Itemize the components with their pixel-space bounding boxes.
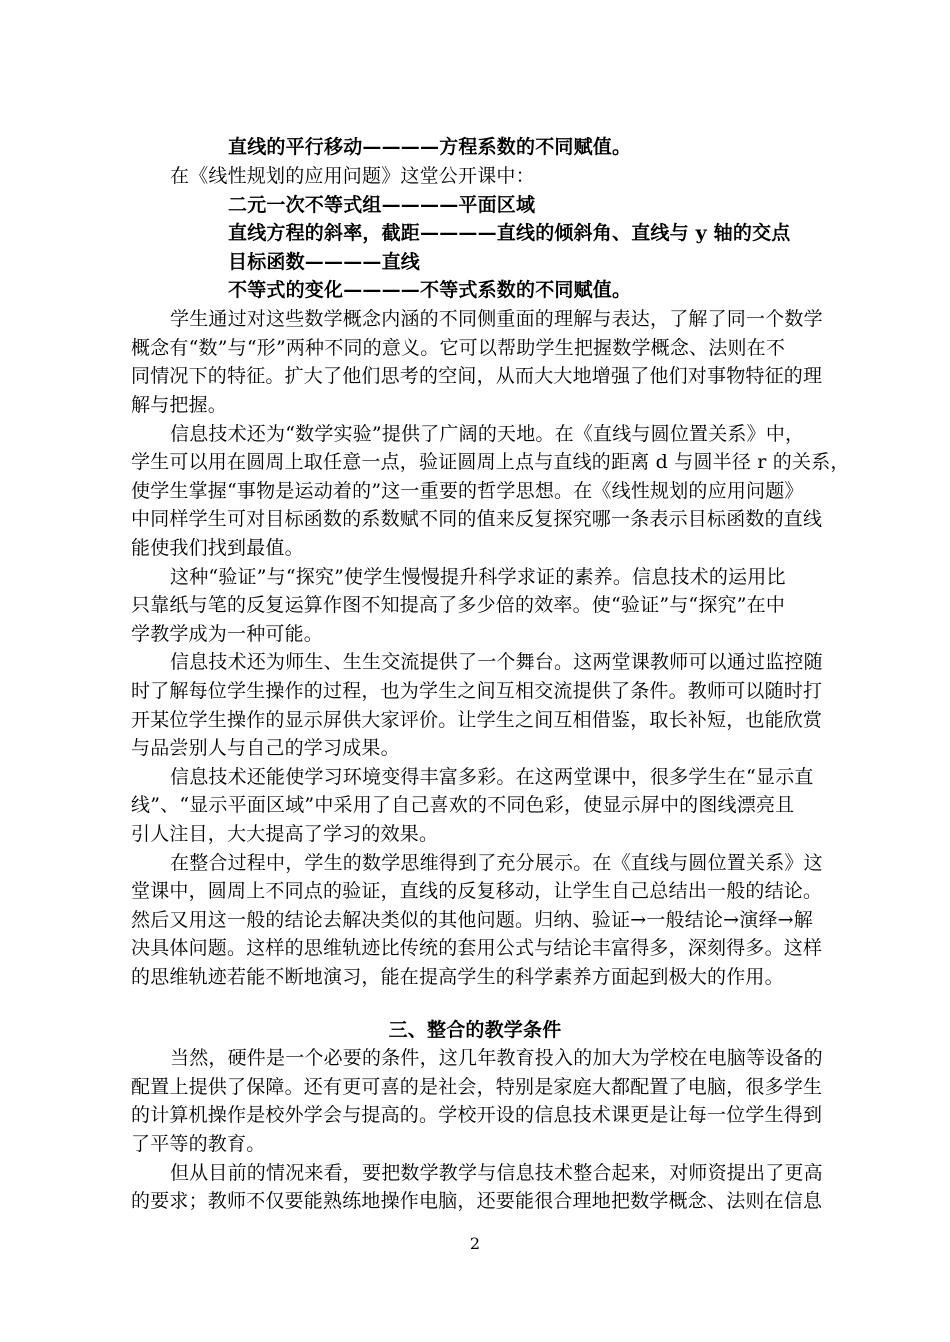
text-line: 在整合过程中，学生的数学思维得到了充分展示。在《直线与圆位置关系》这 (170, 852, 823, 874)
text-line: 直线方程的斜率，截距————直线的倾斜角、直线与 y 轴的交点 (228, 222, 791, 244)
text-line: 当然，硬件是一个必要的条件，这几年教育投入的加大为学校在电脑等设备的 (170, 1047, 823, 1069)
text-line: 的思维轨迹若能不断地演习，能在提高学生的科学素养方面起到极大的作用。 (131, 966, 784, 988)
text-line: 信息技术还为“数学实验”提供了广阔的天地。在《直线与圆位置关系》中， (170, 423, 805, 445)
text-line: 但从目前的情况来看，要把数学教学与信息技术整合起来，对师资提出了更高 (170, 1162, 823, 1184)
text-line: 直线的平行移动————方程系数的不同赋值。 (228, 136, 632, 158)
text-line: 使学生掌握“事物是运动着的”这一重要的哲学思想。在《线性规划的应用问题》 (131, 480, 804, 502)
text-line: 解与把握。 (131, 394, 228, 416)
text-line: 了平等的教育。 (131, 1133, 266, 1155)
text-line: 堂课中，圆周上不同点的验证，直线的反复移动，让学生自己总结出一般的结论。 (131, 880, 823, 902)
text-line: 配置上提供了保障。还有更可喜的是社会，特别是家庭大都配置了电脑，很多学生 (131, 1076, 823, 1098)
text-line: 引人注目，大大提高了学习的效果。 (131, 823, 439, 845)
text-line: 信息技术还能使学习环境变得丰富多彩。在这两堂课中，很多学生在“显示直 (170, 766, 814, 788)
text-line: 只靠纸与笔的反复运算作图不知提高了多少倍的效率。使“验证”与“探究”在中 (131, 594, 786, 616)
text-line: 在《线性规划的应用问题》这堂公开课中： (170, 165, 535, 187)
text-line: 信息技术还为师生、生生交流提供了一个舞台。这两堂课教师可以通过监控随 (170, 651, 823, 673)
text-line: 中同样学生可对目标函数的系数赋不同的值来反复探究哪一条表示目标函数的直线 (131, 508, 823, 530)
text-line: 学生可以用在圆周上取任意一点，验证圆周上点与直线的距离 d 与圆半径 r 的关系， (131, 451, 850, 473)
section-heading: 三、整合的教学条件 (388, 1019, 562, 1041)
text-line: 能使我们找到最值。 (131, 537, 304, 559)
text-line: 同情况下的特征。扩大了他们思考的空间，从而大大地增强了他们对事物特征的理 (131, 365, 823, 387)
text-line: 不等式的变化————不等式系数的不同赋值。 (228, 279, 632, 301)
text-line: 二元一次不等式组————平面区域 (228, 194, 536, 216)
page-number: 2 (469, 1234, 481, 1253)
text-line: 的要求；教师不仅要能熟练地操作电脑，还要能很合理地把数学概念、法则在信息 (131, 1190, 823, 1212)
text-line: 学教学成为一种可能。 (131, 623, 324, 645)
text-line: 时了解每位学生操作的过程，也为学生之间互相交流提供了条件。教师可以随时打 (131, 680, 823, 702)
text-line: 决具体问题。这样的思维轨迹比传统的套用公式与结论丰富得多，深刻得多。这样 (131, 937, 823, 959)
text-line: 开某位学生操作的显示屏供大家评价。让学生之间互相借鉴，取长补短，也能欣赏 (131, 709, 823, 731)
text-line: 的计算机操作是校外学会与提高的。学校开设的信息技术课更是让每一位学生得到 (131, 1104, 823, 1126)
text-line: 然后又用这一般的结论去解决类似的其他问题。归纳、验证→一般结论→演绎→解 (131, 909, 813, 931)
text-line: 与品尝别人与自己的学习成果。 (131, 737, 400, 759)
text-line: 这种“验证”与“探究”使学生慢慢提升科学求证的素养。信息技术的运用比 (170, 566, 786, 588)
text-line: 学生通过对这些数学概念内涵的不同侧重面的理解与表达，了解了同一个数学 (170, 308, 823, 330)
text-line: 概念有“数”与“形”两种不同的意义。它可以帮助学生把握数学概念、法则在不 (131, 337, 786, 359)
text-line: 目标函数————直线 (228, 251, 421, 273)
text-line: 线”、“显示平面区域”中采用了自己喜欢的不同色彩，使显示屏中的图线漂亮且 (131, 794, 795, 816)
